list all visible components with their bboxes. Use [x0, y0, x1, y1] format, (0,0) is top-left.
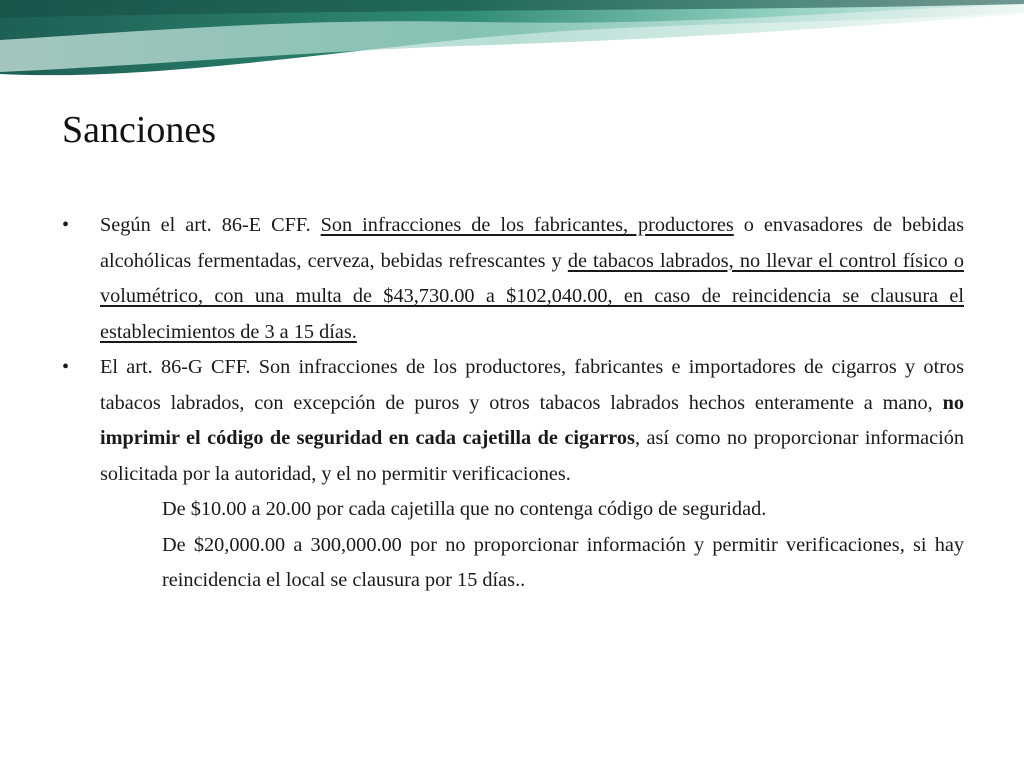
item2-text-bold: no imprimir el código de seguridad en cada cajetilla de cigarros: [100, 391, 964, 449]
penalty-line-informacion: De $20,000.00 a 300,000.00 por no proporcionar información y permitir verificaciones, si hay reincidencia el local se clausura por 15 días..: [162, 533, 964, 591]
item1-text-underlined-b: de tabacos labrados, no llevar el control físico o volumétrico, con una multa de $43,730.00 a $102,040.00, en caso de reincidencia se clausura el establecimientos de 3 a 15 días.: [100, 249, 964, 343]
slide-body: [62, 208, 964, 599]
bullet-icon: •: [62, 214, 70, 236]
decorative-wave-banner: [0, 0, 1024, 80]
item1-text-intro: Según el art. 86-E CFF.: [100, 214, 321, 236]
item1-text-middle: o envasadores de bebidas alcohólicas fermentadas, cerveza, bebidas refrescantes y: [100, 214, 965, 272]
slide-title: Sanciones: [62, 109, 217, 151]
bullet-item-art-86e: [62, 208, 964, 350]
item2-text-end: , así como no proporcionar información solicitada por la autoridad, y el no permitir verificaciones.: [100, 427, 965, 485]
penalty-line-cajetilla: De $10.00 a 20.00 por cada cajetilla que no contenga código de seguridad.: [162, 498, 767, 520]
bullet-icon: •: [62, 356, 70, 378]
item1-text-underlined-a: Son infracciones de los fabricantes, productores: [320, 214, 734, 236]
bullet-item-art-86g: [62, 350, 964, 492]
item2-text-intro: El art. 86-G CFF. Son infracciones de los productores, fabricantes e importadores de cigarros y otros tabacos labrados, con excepción de puros y otros tabacos labrados hechos enteramente a mano,: [100, 356, 964, 414]
